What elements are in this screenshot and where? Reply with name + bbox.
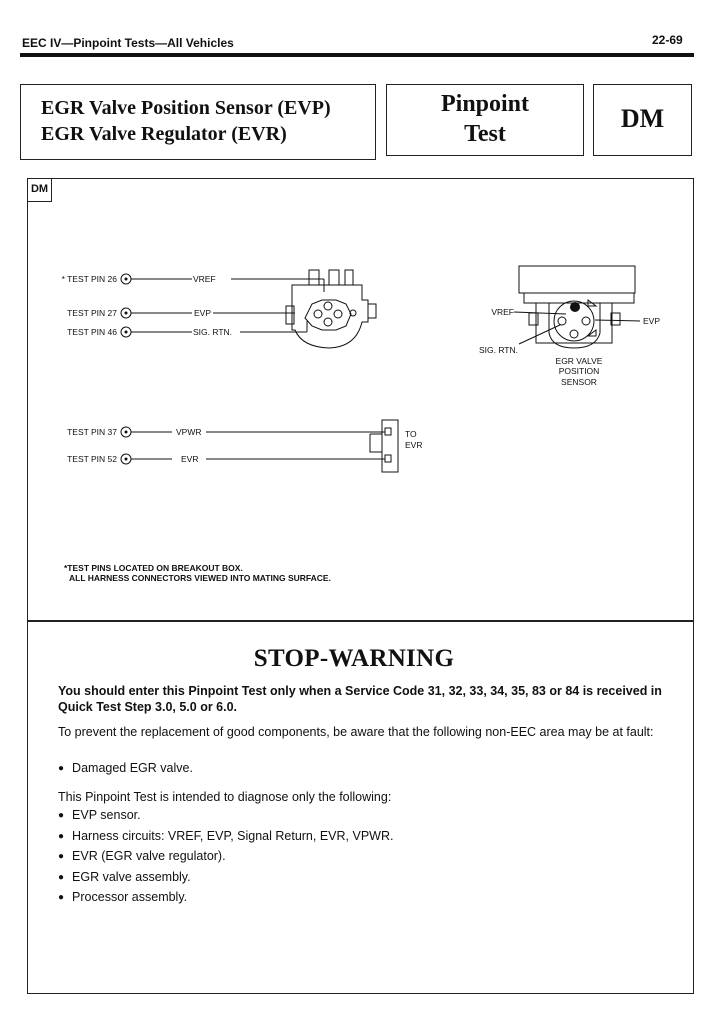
sensor-label-vref: VREF (491, 307, 514, 317)
test-title-line-1: EGR Valve Position Sensor (EVP) (41, 97, 331, 119)
list-item: ● EVP sensor. (58, 805, 393, 826)
page-number: 22-69 (652, 33, 683, 47)
list-item: ● Processor assembly. (58, 887, 393, 908)
test-pin-26-label: * TEST PIN 26 (61, 274, 117, 284)
sensor-label-evp: EVP (643, 316, 661, 326)
list-item: ● EGR valve assembly. (58, 867, 393, 888)
wire-label-vref: VREF (193, 274, 216, 284)
sensor-caption-line-1: EGR VALVE (555, 356, 603, 366)
diagram-note-2: ALL HARNESS CONNECTORS VIEWED INTO MATING SURFACE. (69, 573, 331, 583)
evp-harness-connector (286, 270, 376, 348)
diagnose-list (58, 805, 393, 908)
sensor-caption-line-2: POSITION (558, 366, 600, 376)
stop-warning-heading: STOP-WARNING (253, 645, 455, 672)
non-eec-list (58, 758, 193, 779)
list-item: ● Harness circuits: VREF, EVP, Signal Return, EVR, VPWR. (58, 826, 393, 847)
prevent-replacement-text: To prevent the replacement of good components, be aware that the following non-EEC area may be at fault: (58, 725, 654, 739)
pinpoint-label: Pinpoint (440, 91, 530, 117)
to-evr-label-line-1: TO (405, 429, 417, 439)
entry-condition-text: You should enter this Pinpoint Test only when a Service Code 31, 32, 33, 34, 35, 83 or 84 is received in Quick Test Step 3.0, 5.0 or 6.0. (58, 684, 662, 714)
test-pin-52-label: TEST PIN 52 (67, 454, 117, 464)
wire-label-sig-rtn: SIG. RTN. (193, 327, 233, 337)
diagram-note-1: *TEST PINS LOCATED ON BREAKOUT BOX. (64, 563, 243, 573)
test-code: DM (620, 104, 665, 133)
test-pin-37-label: TEST PIN 37 (67, 427, 117, 437)
sensor-pin-fills (558, 302, 590, 338)
wire-label-evp: EVP (194, 308, 212, 318)
sensor-caption-line-3: SENSOR (561, 377, 597, 387)
sensor-label-sig-rtn: SIG. RTN. (478, 345, 518, 355)
test-pin-27-label: TEST PIN 27 (67, 308, 117, 318)
wire-label-vpwr: VPWR (176, 427, 202, 437)
test-title-line-2: EGR Valve Regulator (EVR) (41, 123, 287, 145)
evr-harness-connector (370, 420, 398, 472)
test-label: Test (464, 121, 506, 147)
to-evr-label-line-2: EVR (405, 440, 423, 450)
frame-divider (27, 620, 694, 622)
list-item: ● EVR (EGR valve regulator). (58, 846, 393, 867)
list-item: ● Damaged EGR valve. (58, 758, 193, 779)
wire-label-evr: EVR (181, 454, 199, 464)
running-header-title: EEC IV—Pinpoint Tests—All Vehicles (22, 36, 234, 50)
diagnose-intro-text: This Pinpoint Test is intended to diagnose only the following: (58, 790, 392, 804)
diagram-tag: DM (27, 178, 52, 202)
test-pin-46-label: TEST PIN 46 (67, 327, 117, 337)
